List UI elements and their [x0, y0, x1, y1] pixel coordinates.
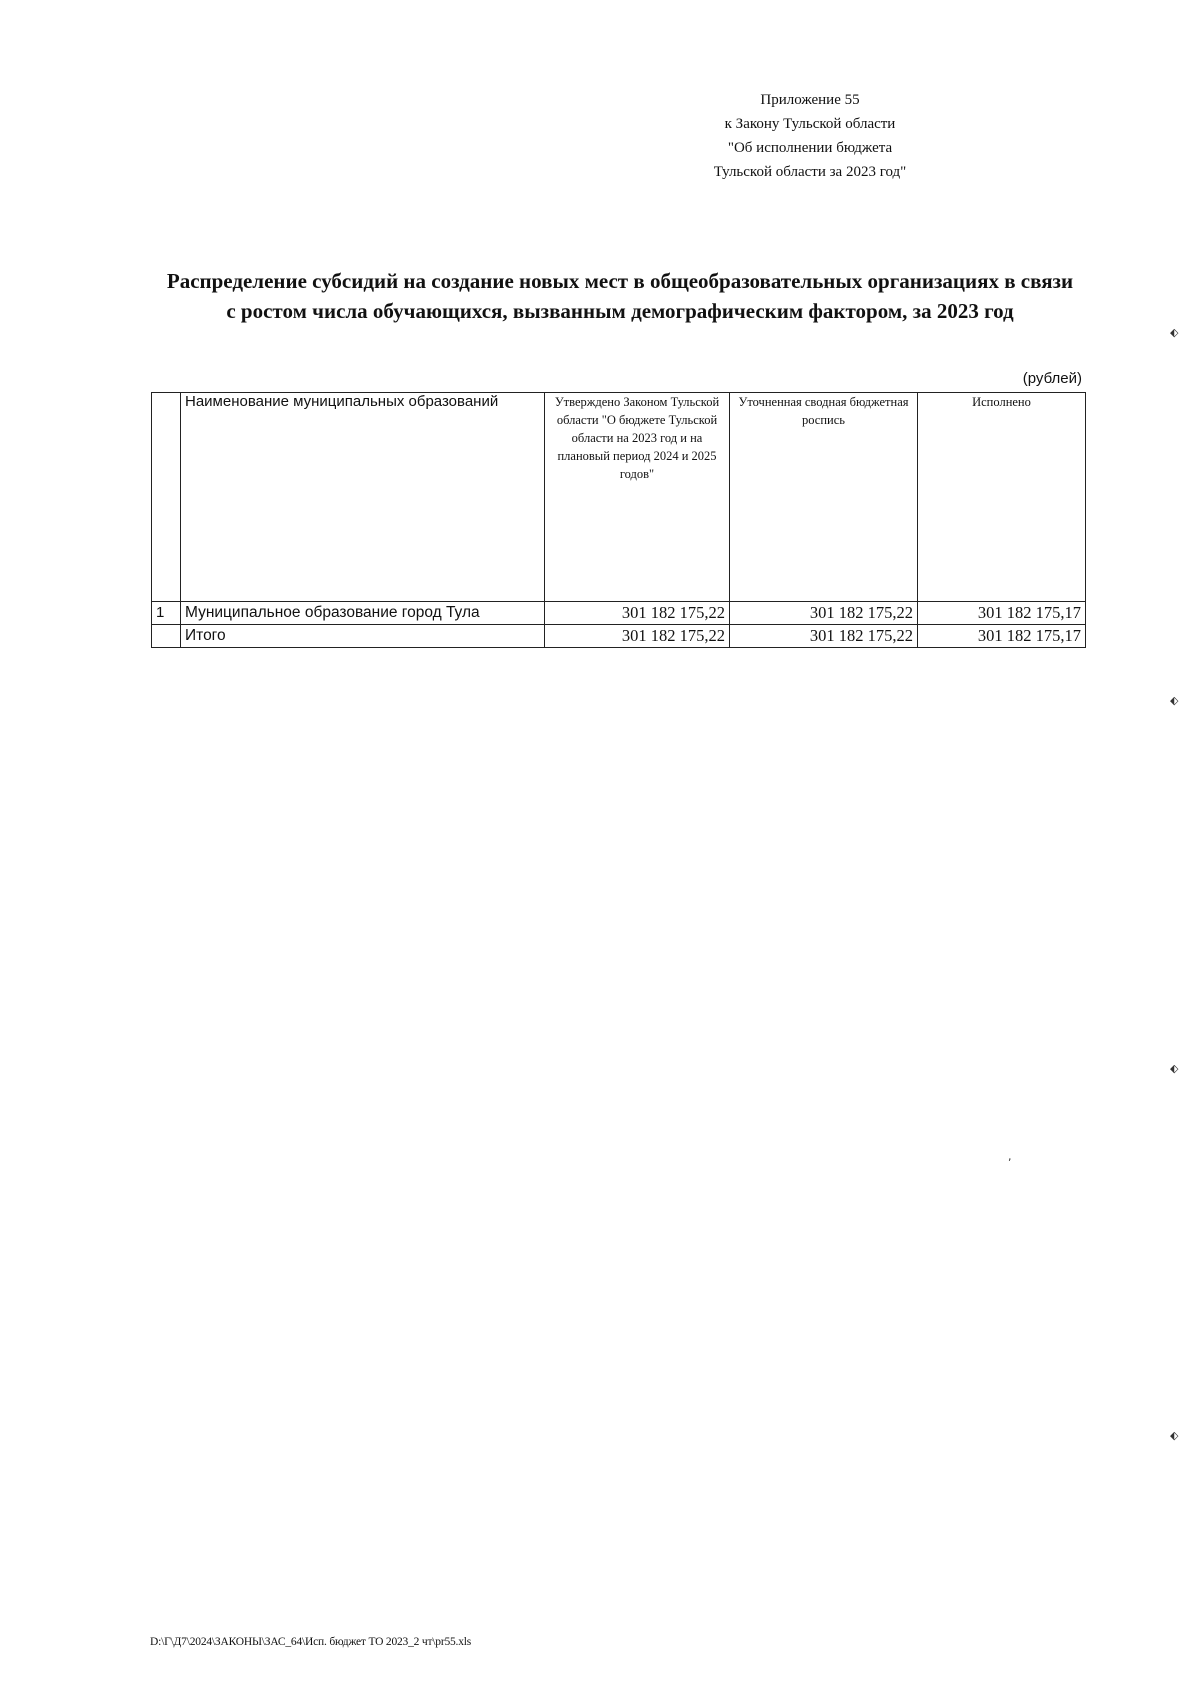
row-approved: 301 182 175,22 — [545, 602, 730, 625]
table-row — [152, 602, 1086, 625]
appendix-line-1: Приложение 55 — [760, 92, 860, 108]
table-total-row — [152, 625, 1086, 648]
row-refined: 301 182 175,22 — [730, 602, 918, 625]
total-name: Итого — [181, 625, 545, 648]
appendix-line-4: Тульской области за 2023 год" — [713, 164, 907, 180]
document-title — [100, 266, 1140, 326]
appendix-header — [660, 88, 960, 184]
total-refined: 301 182 175,22 — [730, 625, 918, 648]
margin-mark-icon: ⬖ — [1170, 1062, 1179, 1075]
stray-mark: , — [1008, 1150, 1012, 1163]
header-number — [152, 393, 181, 602]
file-path-footer: D:\Г\Д7\2024\ЗАКОНЫ\ЗАС_64\Исп. бюджет ТО 2023_2 чт\pr55.xls — [150, 1636, 472, 1648]
header-refined: Уточненная сводная бюджетная роспись — [730, 393, 918, 602]
header-executed: Исполнено — [918, 393, 1086, 602]
header-approved: Утверждено Законом Тульской области "О бюджете Тульской области на 2023 год и на плановый период 2024 и 2025 годов" — [545, 393, 730, 602]
total-executed: 301 182 175,17 — [918, 625, 1086, 648]
row-name: Муниципальное образование город Тула — [181, 602, 545, 625]
total-number — [152, 625, 181, 648]
row-number: 1 — [152, 602, 181, 625]
subsidy-table — [151, 392, 1086, 648]
appendix-line-3: "Об исполнении бюджета — [727, 140, 893, 156]
appendix-line-2: к Закону Тульской области — [724, 116, 896, 132]
title-line-2: с ростом числа обучающихся, вызванным демографическим фактором, за 2023 год — [226, 299, 1014, 323]
total-approved: 301 182 175,22 — [545, 625, 730, 648]
table-header-row — [152, 393, 1086, 602]
margin-mark-icon: ⬖ — [1170, 694, 1179, 707]
margin-mark-icon: ⬖ — [1170, 326, 1179, 339]
header-name: Наименование муниципальных образований — [181, 393, 545, 602]
margin-mark-icon: ⬖ — [1170, 1429, 1179, 1442]
row-executed: 301 182 175,17 — [918, 602, 1086, 625]
title-line-1: Распределение субсидий на создание новых мест в общеобразовательных организациях в связи — [166, 269, 1074, 293]
units-label: (рублей) — [1022, 370, 1082, 387]
